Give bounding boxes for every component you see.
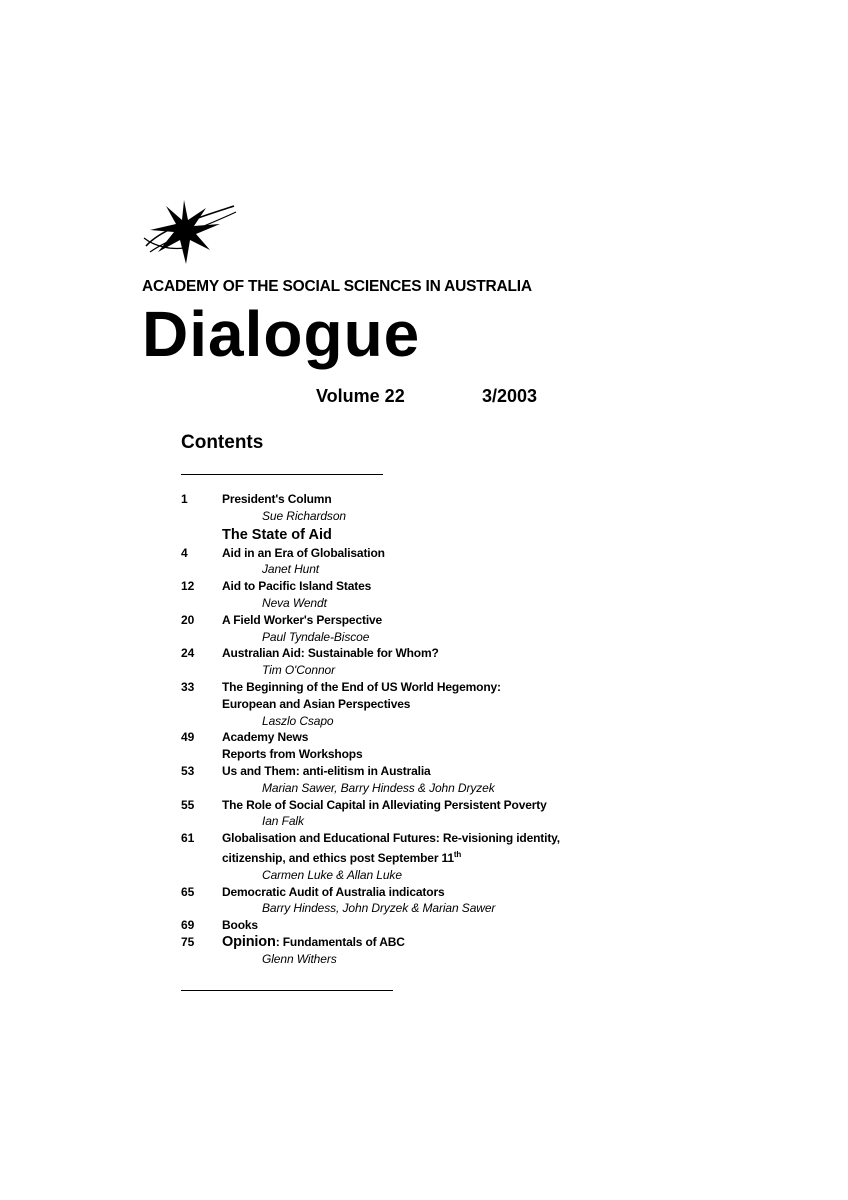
toc-title: Academy News bbox=[222, 730, 309, 745]
academy-star-logo bbox=[140, 198, 240, 270]
toc-title: The Role of Social Capital in Alleviating Persistent Poverty bbox=[222, 797, 547, 812]
bottom-divider bbox=[181, 990, 393, 991]
toc-page-number: 33 bbox=[181, 679, 195, 694]
toc-author: Laszlo Csapo bbox=[262, 713, 334, 728]
toc-author: Barry Hindess, John Dryzek & Marian Sawer bbox=[262, 901, 496, 916]
toc-author: Tim O'Connor bbox=[262, 663, 336, 678]
toc-title: Aid to Pacific Island States bbox=[222, 579, 372, 594]
toc-title-line-2: European and Asian Perspectives bbox=[222, 696, 411, 711]
volume-label: Volume 22 bbox=[316, 386, 405, 406]
toc-author: Paul Tyndale-Biscoe bbox=[262, 629, 370, 644]
opinion-label: Opinion bbox=[222, 933, 276, 950]
section-heading: The State of Aid bbox=[222, 526, 332, 543]
academy-name: ACADEMY OF THE SOCIAL SCIENCES IN AUSTRALIA bbox=[142, 278, 532, 295]
toc-subtitle: Reports from Workshops bbox=[222, 747, 363, 762]
toc-title bbox=[222, 934, 781, 951]
toc-author: Glenn Withers bbox=[262, 951, 337, 966]
toc-page-number: 75 bbox=[181, 934, 195, 949]
toc-author: Marian Sawer, Barry Hindess & John Dryzek bbox=[262, 780, 495, 795]
opinion-title: : Fundamentals of ABC bbox=[275, 934, 405, 949]
toc-page-number: 55 bbox=[181, 797, 195, 812]
toc-title: President's Column bbox=[222, 492, 332, 506]
toc-entry bbox=[181, 612, 781, 646]
toc-author: Neva Wendt bbox=[262, 595, 327, 610]
toc-entry bbox=[181, 578, 781, 612]
toc-entry bbox=[181, 491, 781, 525]
publication-title: Dialogue bbox=[142, 298, 421, 370]
toc-page-number: 24 bbox=[181, 646, 195, 661]
toc-page-number: 4 bbox=[181, 545, 188, 560]
toc-entry bbox=[181, 729, 781, 763]
toc-entry bbox=[181, 934, 781, 968]
toc-author: Ian Falk bbox=[262, 814, 304, 829]
toc-page-number: 65 bbox=[181, 884, 195, 899]
toc-title-line-2-text: citizenship, and ethics post September 11 bbox=[222, 850, 454, 865]
toc-title: Democratic Audit of Australia indicators bbox=[222, 884, 445, 899]
toc-entry bbox=[181, 797, 781, 831]
top-divider bbox=[181, 474, 383, 475]
contents-heading: Contents bbox=[181, 432, 264, 453]
toc-page-number: 69 bbox=[181, 918, 195, 933]
toc-page-number: 12 bbox=[181, 579, 195, 594]
toc-title: The Beginning of the End of US World Hegemony: bbox=[222, 679, 501, 694]
toc-author: Sue Richardson bbox=[262, 508, 346, 523]
toc-page-number: 53 bbox=[181, 763, 195, 778]
issue-label: 3/2003 bbox=[482, 386, 538, 406]
table-of-contents bbox=[181, 491, 781, 968]
toc-section bbox=[181, 525, 781, 545]
toc-title: Australian Aid: Sustainable for Whom? bbox=[222, 646, 439, 661]
toc-title: Aid in an Era of Globalisation bbox=[222, 545, 385, 560]
toc-page-number: 49 bbox=[181, 730, 195, 745]
toc-title: A Field Worker's Perspective bbox=[222, 612, 383, 627]
toc-author: Janet Hunt bbox=[262, 562, 320, 577]
toc-entry bbox=[181, 884, 781, 918]
toc-page-number: 1 bbox=[181, 492, 188, 506]
toc-page-number: 20 bbox=[181, 612, 195, 627]
toc-page-number: 61 bbox=[181, 831, 195, 846]
toc-title: Globalisation and Educational Futures: Re-visioning identity, bbox=[222, 831, 560, 846]
toc-entry bbox=[181, 917, 781, 934]
toc-author: Carmen Luke & Allan Luke bbox=[262, 867, 402, 882]
toc-entry bbox=[181, 645, 781, 679]
toc-entry bbox=[181, 763, 781, 797]
ordinal-suffix: th bbox=[453, 849, 462, 859]
toc-title: Books bbox=[222, 918, 258, 933]
toc-entry bbox=[181, 830, 781, 883]
toc-entry bbox=[181, 545, 781, 579]
toc-entry bbox=[181, 679, 781, 729]
toc-title-line-2 bbox=[222, 847, 781, 867]
toc-title: Us and Them: anti-elitism in Australia bbox=[222, 763, 431, 778]
